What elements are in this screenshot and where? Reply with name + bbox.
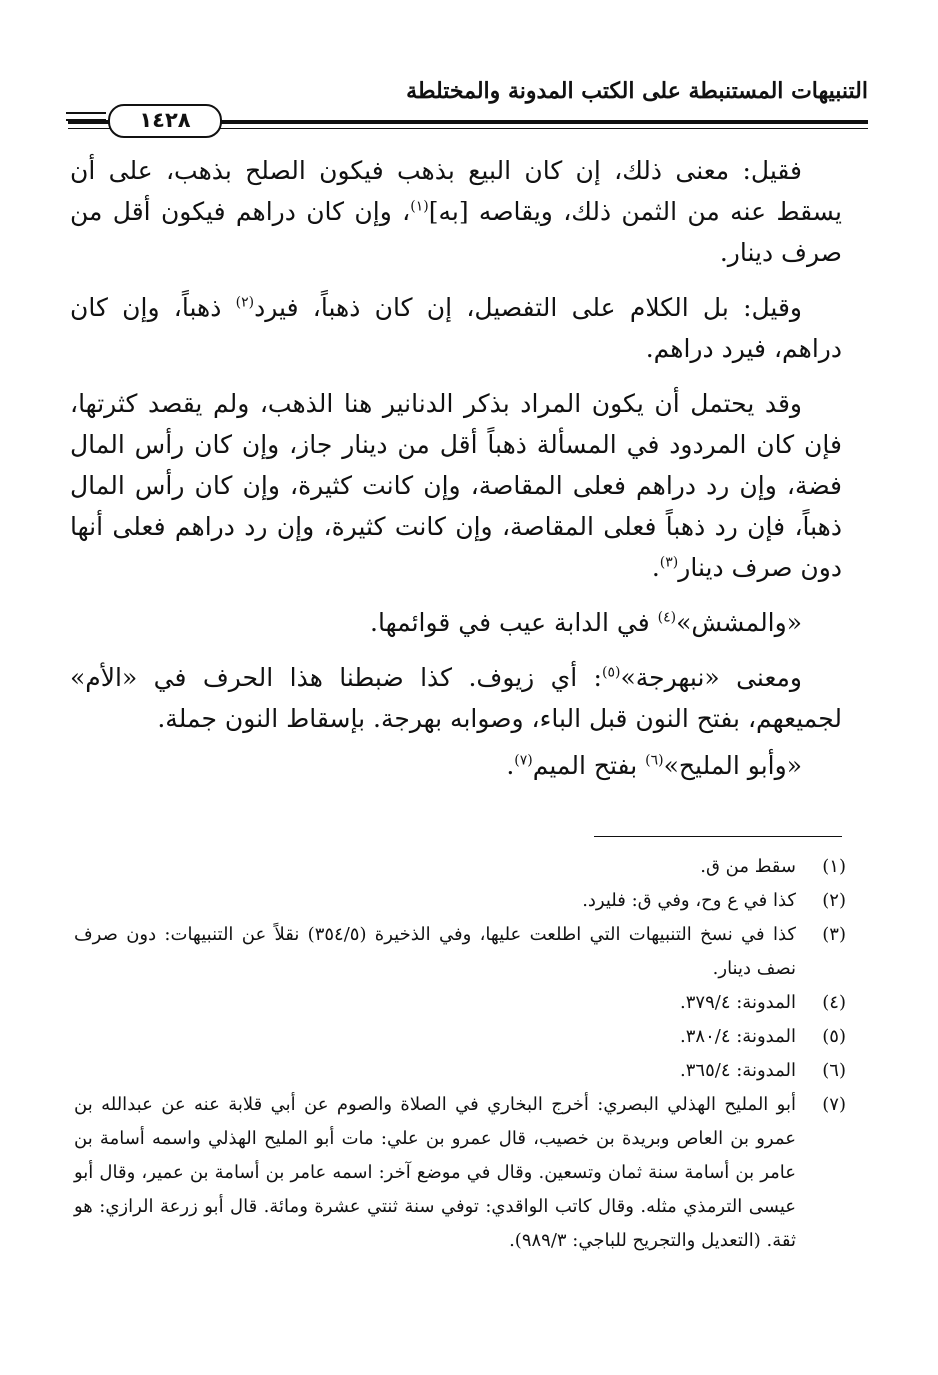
paragraph-6-text-a: «وأبو المليح» [663, 751, 802, 780]
footnote-number: (٣) [822, 924, 846, 945]
footnote-number: (١) [822, 856, 846, 877]
main-text [70, 150, 842, 800]
footnote-text: أبو المليح الهذلي البصري: أخرج البخاري في الصلاة والصوم عن أبي قلابة عنه عن عبدالله بن عمرو بن العاص وبريدة بن خصيب، قال عمرو بن علي: مات أبو المليح الهذلي واسمه أسامة بن عامر بن أسامة سنة ثمان وتسعين. وقال في موضع آخر: اسمه عامر بن أسامة بن عمير، وقال أبو عيسى الترمذي مثله. وقال كاتب الواقدي: توفي سنة ثنتي عشرة ومائة. قال أبو زرعة الرازي: هو ثقة. (التعديل والتجريح للباجي: ٩٨٩/٣). [74, 1094, 796, 1251]
footnote-number: (٤) [822, 992, 846, 1013]
paragraph-2 [70, 287, 842, 369]
paragraph-1 [70, 150, 842, 273]
footnote-number: (٦) [822, 1060, 846, 1081]
footnote-ref-6: (٦) [645, 752, 664, 769]
paragraph-6 [70, 745, 842, 786]
paragraph-4 [70, 602, 842, 643]
footnote-item [74, 918, 846, 986]
page-number: ١٤٢٨ [108, 104, 222, 138]
paragraph-5 [70, 657, 842, 739]
footnote-text: المدونة: ٣٨٠/٤. [680, 1026, 796, 1047]
paragraph-5-text-a: ومعنى «نبهرجة» [620, 663, 802, 692]
footnote-item [74, 884, 846, 918]
footnote-ref-7: (٧) [514, 752, 533, 769]
footnote-text: سقط من ق. [700, 856, 796, 877]
footnote-ref-3: (٣) [659, 554, 679, 571]
footnote-ref-4: (٤) [657, 609, 677, 626]
footnote-item [74, 1020, 846, 1054]
paragraph-1-text-b: ، وإن كان دراهم فيكون أقل من صرف دينار. [70, 197, 842, 267]
footnote-number: (٢) [822, 890, 846, 911]
footnote-ref-1: (١) [410, 198, 429, 215]
paragraph-3 [70, 383, 842, 588]
paragraph-4-text-a: «والمشش» [676, 608, 802, 637]
footnote-ref-2: (٢) [235, 294, 255, 311]
footnote-text: كذا في ع وح، وفي ق: فليرد. [582, 890, 796, 911]
footnote-number: (٧) [822, 1094, 846, 1115]
footnote-text: المدونة: ٣٧٩/٤. [680, 992, 796, 1013]
footnote-item [74, 986, 846, 1020]
paragraph-2-text-b: ذهباً، وإن كان دراهم، فيرد دراهم. [70, 293, 842, 363]
paragraph-5-text-b: : أي زيوف. كذا ضبطنا هذا الحرف في «الأم» لجميعهم، بفتح النون قبل الباء، وصوابه بهرجة. بإسقاط النون جملة. [70, 663, 842, 733]
footnote-item [74, 850, 846, 884]
footnote-number: (٥) [822, 1026, 846, 1047]
footnote-item [74, 1054, 846, 1088]
footnote-item [74, 1088, 846, 1258]
footnote-text: المدونة: ٣٦٥/٤. [680, 1060, 796, 1081]
footnote-text: كذا في نسخ التنبيهات التي اطلعت عليها، وفي الذخيرة (٣٥٤/٥) نقلاً عن التنبيهات: دون صرف نصف دينار. [74, 924, 796, 979]
paragraph-6-text-c: . [506, 751, 515, 780]
paragraph-4-text-b: في الدابة عيب في قوائمها. [370, 608, 658, 637]
footnote-separator [594, 836, 842, 837]
paragraph-1-text-a: فقيل: معنى ذلك، إن كان البيع بذهب فيكون الصلح بذهب، على أن يسقط عنه من الثمن ذلك، ويقاصه [به] [70, 156, 842, 226]
running-title: التنبيهات المستنبطة على الكتب المدونة والمختلطة [406, 78, 868, 104]
footnotes [74, 850, 846, 1258]
paragraph-6-text-b: بفتح الميم [532, 751, 646, 780]
paragraph-3-text-a: وقد يحتمل أن يكون المراد بذكر الدنانير هنا الذهب، ولم يقصد كثرتها، فإن كان المردود في المسألة ذهباً أقل من دينار جاز، وإن كان رأس المال فضة، وإن رد دراهم فعلى المقاصة، وإن كانت كثيرة، وإن كان رأس المال ذهباً، فإن رد ذهباً فعلى المقاصة، وإن كانت كثيرة، وإن رد دراهم فعلى أنها دون صرف دينار [70, 389, 842, 582]
paragraph-3-text-b: . [651, 553, 660, 582]
footnote-ref-5: (٥) [601, 664, 621, 681]
paragraph-2-text-a: وقيل: بل الكلام على التفصيل، إن كان ذهباً، فيرد [254, 293, 802, 322]
